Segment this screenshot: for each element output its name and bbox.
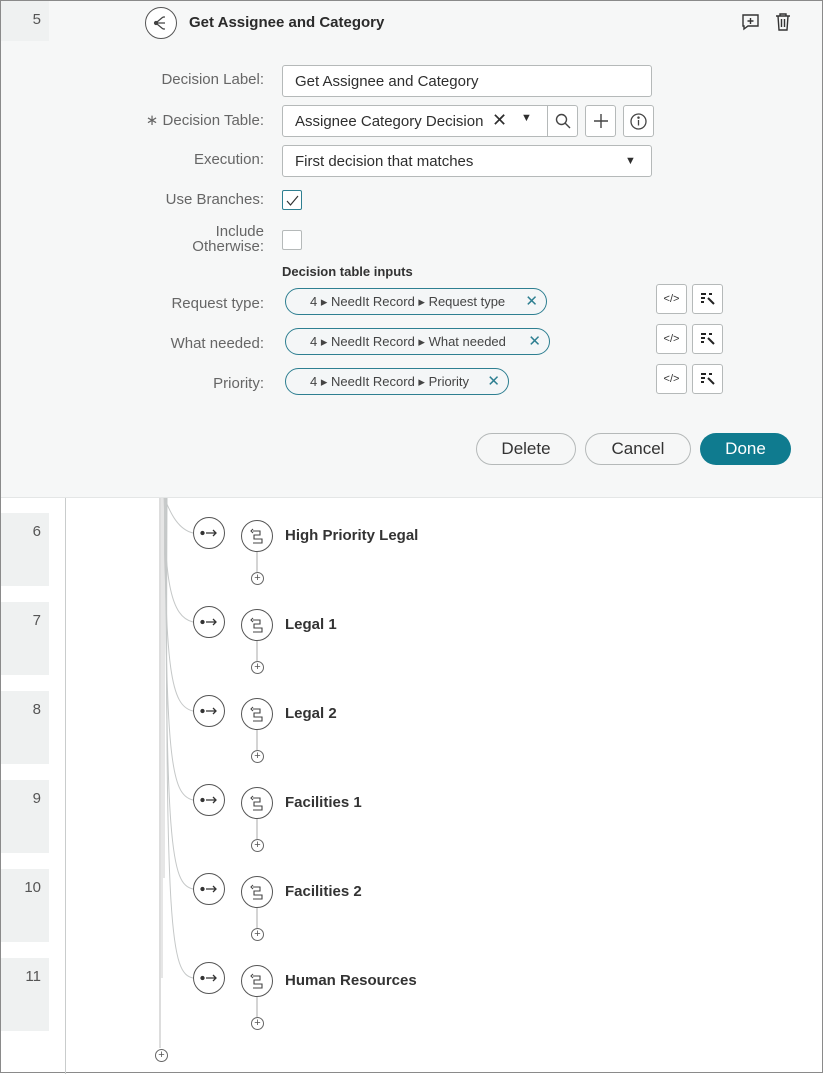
branch-arrow-icon[interactable] — [193, 784, 225, 816]
decision-label-label: Decision Label: — [161, 71, 264, 88]
step-number: 10 — [1, 869, 49, 942]
done-button[interactable]: Done — [700, 433, 791, 465]
script-button[interactable] — [656, 324, 687, 354]
pill-step: 4 — [310, 294, 318, 309]
decision-label-input[interactable]: Get Assignee and Category — [282, 65, 652, 97]
pill-record: NeedIt Record — [330, 374, 415, 389]
data-picker-button[interactable] — [692, 324, 723, 354]
check-icon — [286, 195, 299, 206]
step-title[interactable]: Facilities 1 — [285, 794, 362, 811]
decision-branch-icon — [145, 7, 177, 39]
label-line: Otherwise: — [192, 238, 264, 255]
add-step-icon[interactable]: + — [251, 750, 264, 763]
data-picker-icon — [700, 332, 716, 346]
branch-connector — [165, 498, 193, 711]
subflow-icon[interactable] — [241, 520, 273, 552]
add-button[interactable] — [585, 105, 616, 137]
comment-plus-icon[interactable] — [741, 13, 760, 31]
pill-step: 4 — [310, 374, 318, 389]
branch-connector — [164, 498, 193, 622]
step-title[interactable]: Facilities 2 — [285, 883, 362, 900]
add-step-icon[interactable]: + — [251, 572, 264, 585]
decision-editor-panel — [1, 1, 822, 498]
decision-table-label-text: Decision Table: — [162, 112, 264, 129]
add-step-icon[interactable]: + — [251, 928, 264, 941]
info-icon — [630, 113, 647, 130]
branch-arrow-icon[interactable] — [193, 695, 225, 727]
subflow-icon[interactable] — [241, 698, 273, 730]
step-title[interactable]: High Priority Legal — [285, 527, 419, 544]
inputs-heading: Decision table inputs — [282, 264, 413, 279]
input-label: What needed: — [170, 335, 264, 352]
data-pill[interactable]: 4 ▸ NeedIt Record ▸ What needed ✕ — [285, 328, 550, 355]
subflow-icon[interactable] — [241, 965, 273, 997]
step-number: 7 — [1, 602, 49, 675]
add-step-icon[interactable]: + — [251, 839, 264, 852]
decision-table-select[interactable] — [282, 105, 548, 137]
input-label: Priority: — [213, 375, 264, 392]
execution-label: Execution: — [193, 151, 264, 168]
execution-select[interactable] — [282, 145, 652, 177]
step-number: 9 — [1, 780, 49, 853]
search-icon — [555, 113, 571, 129]
script-icon: </> — [663, 293, 680, 305]
trash-icon[interactable] — [775, 12, 791, 31]
data-pill[interactable]: 4 ▸ NeedIt Record ▸ Request type ✕ — [285, 288, 547, 315]
step-number: 8 — [1, 691, 49, 764]
include-otherwise-checkbox[interactable] — [282, 230, 302, 250]
remove-pill-icon[interactable]: ✕ — [528, 333, 541, 350]
add-step-icon[interactable]: + — [155, 1049, 168, 1062]
add-step-icon[interactable]: + — [251, 1017, 264, 1030]
remove-pill-icon[interactable]: ✕ — [487, 373, 500, 390]
input-label: Request type: — [171, 295, 264, 312]
pill-record: NeedIt Record — [330, 334, 415, 349]
script-button[interactable] — [656, 364, 687, 394]
data-picker-icon — [700, 372, 716, 386]
pill-step: 4 — [310, 334, 318, 349]
branch-arrow-icon[interactable] — [193, 962, 225, 994]
script-icon: </> — [663, 373, 680, 385]
delete-button[interactable]: Delete — [476, 433, 576, 465]
include-otherwise-label — [192, 224, 264, 254]
branch-connector — [166, 498, 193, 889]
step-number: 6 — [1, 513, 49, 586]
search-button[interactable] — [547, 105, 578, 137]
branch-connector — [163, 498, 193, 533]
branch-arrow-icon[interactable] — [193, 606, 225, 638]
subflow-icon[interactable] — [241, 787, 273, 819]
decision-table-value: Assignee Category Decision — [295, 113, 484, 130]
step-number: 11 — [1, 958, 49, 1031]
data-picker-button[interactable] — [692, 284, 723, 314]
subflow-icon[interactable] — [241, 609, 273, 641]
branch-connector — [165, 498, 193, 800]
use-branches-checkbox[interactable] — [282, 190, 302, 210]
branch-arrow-icon[interactable] — [193, 517, 225, 549]
caret-down-icon: ▼ — [625, 155, 636, 167]
pill-field: What needed — [428, 334, 506, 349]
info-button[interactable] — [623, 105, 654, 137]
script-icon: </> — [663, 333, 680, 345]
required-mark: ∗ — [145, 112, 159, 129]
label-line: Include — [215, 223, 264, 240]
caret-down-icon[interactable]: ▼ — [521, 112, 532, 124]
step-title[interactable]: Human Resources — [285, 972, 417, 989]
cancel-button[interactable]: Cancel — [585, 433, 691, 465]
pill-field: Request type — [428, 294, 506, 309]
execution-value: First decision that matches — [295, 153, 474, 170]
subflow-icon[interactable] — [241, 876, 273, 908]
data-pill[interactable]: 4 ▸ NeedIt Record ▸ Priority ✕ — [285, 368, 509, 395]
step-title[interactable]: Legal 1 — [285, 616, 337, 633]
branch-arrow-icon[interactable] — [193, 873, 225, 905]
pill-record: NeedIt Record — [330, 294, 415, 309]
step-title: Get Assignee and Category — [189, 14, 385, 31]
data-picker-icon — [700, 292, 716, 306]
step-title[interactable]: Legal 2 — [285, 705, 337, 722]
step-number: 5 — [1, 1, 49, 41]
clear-icon[interactable]: ✕ — [492, 110, 508, 130]
decision-table-label — [146, 111, 264, 129]
script-button[interactable] — [656, 284, 687, 314]
add-step-icon[interactable]: + — [251, 661, 264, 674]
remove-pill-icon[interactable]: ✕ — [525, 293, 538, 310]
data-picker-button[interactable] — [692, 364, 723, 394]
use-branches-label: Use Branches: — [165, 191, 264, 208]
pill-field: Priority — [428, 374, 470, 389]
plus-icon — [593, 113, 609, 129]
